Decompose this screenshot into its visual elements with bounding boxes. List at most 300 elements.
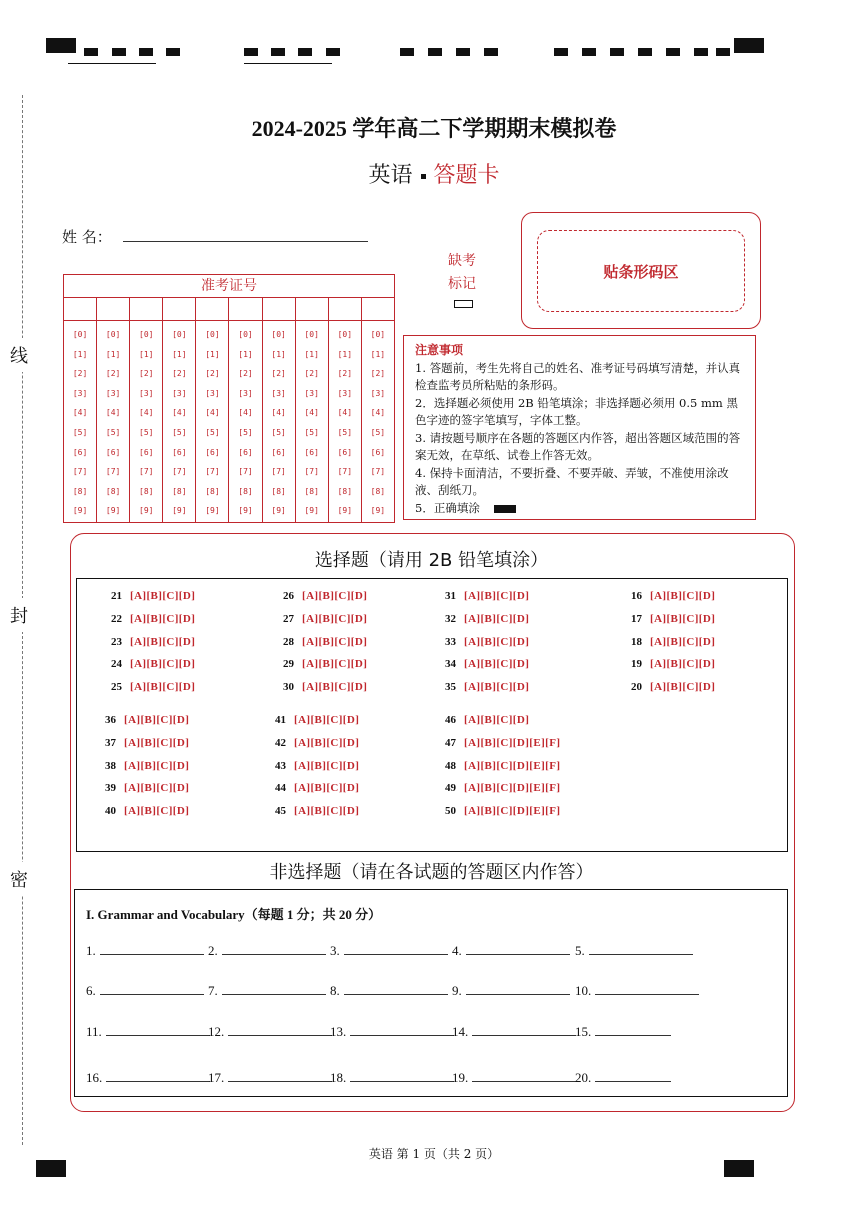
digit-bubble[interactable]: [9] bbox=[238, 506, 253, 516]
answer-options[interactable]: [A][B][C][D] bbox=[464, 612, 530, 625]
card-label: 答题卡 bbox=[433, 163, 500, 188]
timing-mark bbox=[428, 48, 442, 56]
digit-bubble[interactable]: [0] bbox=[370, 330, 386, 339]
digit-bubble[interactable]: [1] bbox=[205, 349, 220, 359]
timing-mark bbox=[734, 38, 764, 53]
digit-bubble[interactable]: [8] bbox=[72, 486, 88, 496]
answer-options[interactable]: [A][B][C][D][E][F] bbox=[464, 782, 561, 795]
candidate-digit-box[interactable] bbox=[296, 298, 329, 320]
blank-line[interactable] bbox=[228, 1069, 332, 1082]
question-number: 26 bbox=[283, 590, 294, 602]
blank-number: 11. bbox=[86, 1024, 102, 1039]
digit-bubble[interactable]: [6] bbox=[205, 447, 220, 457]
digit-bubble[interactable]: [8] bbox=[370, 486, 386, 496]
barcode-label: 贴条形码区 bbox=[537, 230, 745, 312]
blank-item bbox=[452, 1069, 576, 1086]
blank-line[interactable] bbox=[589, 942, 693, 955]
question-number: 28 bbox=[283, 635, 294, 648]
answer-options[interactable]: [A][B][C][D] bbox=[294, 782, 360, 795]
digit-bubble[interactable]: [5] bbox=[304, 427, 319, 437]
mc-question bbox=[96, 636, 195, 648]
digit-bubble[interactable]: [3] bbox=[105, 388, 121, 398]
mc-question bbox=[96, 681, 195, 693]
question-number: 25 bbox=[111, 681, 122, 694]
digit-bubble[interactable]: [4] bbox=[337, 408, 353, 418]
blank-item bbox=[86, 1069, 210, 1086]
blank-number: 18. bbox=[330, 1070, 347, 1085]
question-number: 24 bbox=[111, 658, 122, 671]
answer-options[interactable]: [A][B][C][D] bbox=[464, 590, 530, 602]
mc-question bbox=[90, 737, 189, 749]
blank-number: 13. bbox=[330, 1024, 347, 1039]
timing-mark bbox=[46, 38, 76, 53]
mc-question bbox=[268, 681, 367, 693]
mc-question bbox=[616, 590, 715, 602]
blank-line[interactable] bbox=[106, 1069, 210, 1082]
digit-bubble[interactable]: [6] bbox=[370, 447, 386, 457]
mc-question bbox=[268, 636, 367, 648]
digit-bubble[interactable]: [3] bbox=[72, 388, 88, 398]
blank-number: 17. bbox=[208, 1070, 225, 1085]
margin-label-mi: 密 bbox=[10, 862, 28, 896]
answer-options[interactable]: [A][B][C][D][E][F] bbox=[464, 759, 561, 772]
candidate-digit-box[interactable] bbox=[263, 298, 296, 320]
notice-box bbox=[403, 335, 756, 520]
question-number: 32 bbox=[445, 612, 456, 625]
candidate-digit-box[interactable] bbox=[163, 298, 196, 320]
blank-item bbox=[452, 1023, 576, 1040]
blank-line[interactable] bbox=[472, 1023, 576, 1036]
question-number: 43 bbox=[275, 759, 286, 772]
digit-bubble[interactable]: [6] bbox=[72, 447, 88, 457]
digit-bubble[interactable]: [9] bbox=[105, 506, 121, 516]
digit-bubble[interactable]: [5] bbox=[238, 427, 253, 437]
digit-bubble[interactable]: [7] bbox=[72, 467, 88, 477]
candidate-digit-box[interactable] bbox=[64, 298, 97, 320]
mc-question bbox=[90, 760, 189, 772]
question-number: 21 bbox=[111, 590, 122, 602]
digit-bubble[interactable]: [9] bbox=[139, 506, 154, 516]
digit-bubble[interactable]: [8] bbox=[238, 486, 253, 496]
digit-bubble[interactable]: [1] bbox=[172, 349, 187, 359]
timing-mark bbox=[36, 1160, 66, 1177]
question-number: 46 bbox=[445, 714, 456, 726]
blank-line[interactable] bbox=[595, 982, 699, 995]
timing-mark bbox=[139, 48, 153, 56]
free-section-title: 非选择题（请在各试题的答题区内作答） bbox=[269, 862, 594, 883]
mc-question bbox=[90, 805, 189, 817]
digit-bubble[interactable]: [7] bbox=[271, 467, 286, 477]
answer-options[interactable]: [A][B][C][D][E][F] bbox=[464, 736, 561, 749]
fill-sample bbox=[494, 505, 516, 513]
mc-section-title: 选择题（请用 2B 铅笔填涂） bbox=[314, 550, 549, 571]
digit-bubble[interactable]: [3] bbox=[271, 388, 286, 398]
digit-bubble[interactable]: [2] bbox=[72, 369, 88, 379]
question-number: 39 bbox=[105, 782, 116, 795]
answer-options[interactable]: [A][B][C][D] bbox=[650, 590, 716, 602]
mc-question bbox=[268, 658, 367, 670]
mc-question bbox=[430, 760, 560, 772]
digit-bubble[interactable]: [2] bbox=[139, 369, 154, 379]
question-number: 31 bbox=[445, 590, 456, 602]
digit-bubble[interactable]: [4] bbox=[72, 408, 88, 418]
blank-line[interactable] bbox=[222, 942, 326, 955]
candidate-digit-box[interactable] bbox=[97, 298, 130, 320]
digit-bubble[interactable]: [8] bbox=[271, 486, 286, 496]
mc-question bbox=[616, 613, 715, 625]
digit-bubble[interactable]: [3] bbox=[172, 388, 187, 398]
digit-bubble[interactable]: [8] bbox=[172, 486, 187, 496]
blank-line[interactable] bbox=[350, 1023, 454, 1036]
blank-number: 14. bbox=[452, 1024, 469, 1039]
answer-options[interactable]: [A][B][C][D] bbox=[130, 590, 196, 602]
digit-bubble[interactable]: [2] bbox=[304, 369, 319, 379]
question-number: 16 bbox=[631, 590, 642, 602]
name-field[interactable] bbox=[123, 227, 368, 242]
answer-options[interactable]: [A][B][C][D] bbox=[130, 612, 196, 625]
digit-bubble[interactable]: [0] bbox=[139, 330, 154, 339]
blank-line[interactable] bbox=[466, 942, 570, 955]
digit-bubble[interactable]: [9] bbox=[205, 506, 220, 516]
digit-bubble[interactable]: [3] bbox=[337, 388, 353, 398]
answer-options[interactable]: [A][B][C][D] bbox=[302, 681, 368, 694]
digit-bubble[interactable]: [9] bbox=[72, 506, 88, 516]
mc-question bbox=[430, 636, 529, 648]
digit-bubble[interactable]: [5] bbox=[205, 427, 220, 437]
question-number: 29 bbox=[283, 658, 294, 671]
timing-mark bbox=[582, 48, 596, 56]
answer-options[interactable]: [A][B][C][D] bbox=[294, 714, 360, 726]
digit-bubble[interactable]: [1] bbox=[337, 349, 353, 359]
digit-bubble[interactable]: [1] bbox=[105, 349, 121, 359]
blank-line[interactable] bbox=[100, 982, 204, 995]
blank-number: 10. bbox=[575, 983, 592, 998]
timing-mark bbox=[694, 48, 708, 56]
blank-line[interactable] bbox=[228, 1023, 332, 1036]
digit-bubble[interactable]: [9] bbox=[370, 506, 386, 516]
digit-bubble[interactable]: [5] bbox=[271, 427, 286, 437]
blank-number: 3. bbox=[330, 943, 340, 958]
digit-bubble[interactable]: [1] bbox=[139, 349, 154, 359]
mc-question bbox=[260, 760, 359, 772]
timing-mark bbox=[610, 48, 624, 56]
digit-bubble[interactable]: [8] bbox=[337, 486, 353, 496]
mc-question bbox=[260, 782, 359, 794]
timing-mark bbox=[166, 48, 180, 56]
digit-bubble[interactable]: [7] bbox=[337, 467, 353, 477]
answer-options[interactable]: [A][B][C][D][E][F] bbox=[464, 805, 561, 818]
digit-bubble[interactable]: [6] bbox=[337, 447, 353, 457]
digit-bubble[interactable]: [1] bbox=[72, 349, 88, 359]
mc-question bbox=[430, 681, 529, 693]
timing-mark bbox=[638, 48, 652, 56]
answer-options[interactable]: [A][B][C][D] bbox=[650, 612, 716, 625]
digit-bubble[interactable]: [5] bbox=[72, 427, 88, 437]
blank-number: 2. bbox=[208, 943, 218, 958]
digit-bubble[interactable]: [6] bbox=[271, 447, 286, 457]
digit-bubble[interactable]: [5] bbox=[337, 427, 353, 437]
digit-bubble[interactable]: [4] bbox=[271, 408, 286, 418]
digit-bubble[interactable]: [7] bbox=[370, 467, 386, 477]
answer-options[interactable]: [A][B][C][D] bbox=[302, 612, 368, 625]
question-number: 41 bbox=[275, 714, 286, 726]
blank-line[interactable] bbox=[595, 1023, 671, 1036]
candidate-number-title: 准考证号 bbox=[64, 275, 394, 298]
digit-bubble[interactable]: [9] bbox=[304, 506, 319, 516]
mc-question bbox=[430, 737, 560, 749]
question-number: 30 bbox=[283, 681, 294, 694]
margin-label-feng: 封 bbox=[10, 598, 28, 632]
blank-line[interactable] bbox=[344, 982, 448, 995]
digit-bubble[interactable]: [2] bbox=[205, 369, 220, 379]
mc-question bbox=[616, 658, 715, 670]
question-number: 44 bbox=[275, 782, 286, 795]
blank-item bbox=[330, 1069, 454, 1086]
candidate-digit-box[interactable] bbox=[362, 298, 394, 320]
digit-bubble[interactable]: [0] bbox=[337, 330, 353, 339]
digit-bubble[interactable]: [6] bbox=[105, 447, 121, 457]
digit-bubble[interactable]: [7] bbox=[172, 467, 187, 477]
digit-bubble[interactable]: [2] bbox=[172, 369, 187, 379]
candidate-digit-column bbox=[329, 321, 362, 522]
question-number: 36 bbox=[105, 714, 116, 726]
blank-line[interactable] bbox=[595, 1069, 671, 1082]
candidate-digit-box[interactable] bbox=[229, 298, 262, 320]
blank-number: 7. bbox=[208, 983, 218, 998]
timing-underline bbox=[244, 63, 332, 64]
digit-bubble[interactable]: [0] bbox=[238, 330, 253, 339]
answer-options[interactable]: [A][B][C][D] bbox=[464, 714, 530, 726]
blank-item bbox=[452, 942, 570, 959]
digit-bubble[interactable]: [1] bbox=[370, 349, 386, 359]
digit-bubble[interactable]: [0] bbox=[271, 330, 286, 339]
digit-bubble[interactable]: [4] bbox=[205, 408, 220, 418]
absent-line2: 标记 bbox=[448, 276, 476, 292]
candidate-digit-box[interactable] bbox=[329, 298, 362, 320]
blank-item bbox=[208, 1069, 332, 1086]
answer-options[interactable]: [A][B][C][D] bbox=[464, 635, 530, 648]
question-number: 34 bbox=[445, 658, 456, 671]
digit-bubble[interactable]: [3] bbox=[370, 388, 386, 398]
question-number: 49 bbox=[445, 782, 456, 795]
blank-number: 5. bbox=[575, 943, 585, 958]
question-number: 35 bbox=[445, 681, 456, 694]
answer-options[interactable]: [A][B][C][D] bbox=[124, 782, 190, 795]
blank-item bbox=[208, 942, 326, 959]
digit-bubble[interactable]: [3] bbox=[205, 388, 220, 398]
blank-item bbox=[208, 1023, 332, 1040]
digit-bubble[interactable]: [7] bbox=[205, 467, 220, 477]
digit-bubble[interactable]: [7] bbox=[105, 467, 121, 477]
digit-bubble[interactable]: [9] bbox=[271, 506, 286, 516]
answer-options[interactable]: [A][B][C][D] bbox=[302, 590, 368, 602]
digit-bubble[interactable]: [8] bbox=[139, 486, 154, 496]
answer-options[interactable]: [A][B][C][D] bbox=[294, 736, 360, 749]
answer-options[interactable]: [A][B][C][D] bbox=[124, 714, 190, 726]
answer-options[interactable]: [A][B][C][D] bbox=[130, 635, 196, 648]
blank-line[interactable] bbox=[466, 982, 570, 995]
digit-bubble[interactable]: [0] bbox=[205, 330, 220, 339]
answer-options[interactable]: [A][B][C][D] bbox=[464, 658, 530, 671]
answer-options[interactable]: [A][B][C][D] bbox=[130, 658, 196, 671]
mc-question bbox=[430, 714, 529, 726]
digit-bubble[interactable]: [4] bbox=[238, 408, 253, 418]
blank-number: 4. bbox=[452, 943, 462, 958]
blank-number: 12. bbox=[208, 1024, 225, 1039]
question-number: 20 bbox=[631, 681, 642, 694]
blank-line[interactable] bbox=[222, 982, 326, 995]
answer-options[interactable]: [A][B][C][D] bbox=[650, 635, 716, 648]
digit-bubble[interactable]: [0] bbox=[72, 330, 88, 339]
candidate-digit-column bbox=[130, 321, 163, 522]
digit-bubble[interactable]: [4] bbox=[370, 408, 386, 418]
digit-bubble[interactable]: [3] bbox=[304, 388, 319, 398]
digit-bubble[interactable]: [8] bbox=[105, 486, 121, 496]
digit-bubble[interactable]: [3] bbox=[238, 388, 253, 398]
blank-item bbox=[575, 1023, 671, 1040]
digit-bubble[interactable]: [6] bbox=[238, 447, 253, 457]
timing-mark bbox=[666, 48, 680, 56]
mc-question bbox=[96, 658, 195, 670]
candidate-digit-column bbox=[229, 321, 262, 522]
notice-item: 4. 保持卡面清洁，不要折叠、不要弄破、弄皱，不准使用涂改液、刮纸刀。 bbox=[415, 465, 729, 497]
absent-mark-box[interactable] bbox=[454, 300, 473, 308]
mc-question bbox=[430, 613, 529, 625]
candidate-digit-column bbox=[64, 321, 97, 522]
notice-item: 3. 请按题号顺序在各题的答题区内作答，超出答题区域范围的答案无效，在草纸、试卷上作答无效。 bbox=[415, 430, 741, 462]
digit-bubble[interactable]: [1] bbox=[238, 349, 253, 359]
mc-question bbox=[430, 590, 529, 602]
mc-question bbox=[96, 590, 195, 602]
digit-bubble[interactable]: [7] bbox=[304, 467, 319, 477]
digit-bubble[interactable]: [4] bbox=[139, 408, 154, 418]
candidate-digit-box[interactable] bbox=[196, 298, 229, 320]
mc-question bbox=[616, 636, 715, 648]
notice-item-text: 5．正确填涂 bbox=[415, 500, 480, 515]
digit-bubble[interactable]: [6] bbox=[172, 447, 187, 457]
answer-options[interactable]: [A][B][C][D] bbox=[130, 681, 196, 694]
notice-item: 1. 答题前，考生先将自己的姓名、准考证号码填写清楚，并认真检查监考员所粘贴的条形码。 bbox=[415, 360, 741, 392]
answer-options[interactable]: [A][B][C][D] bbox=[124, 805, 190, 818]
digit-bubble[interactable]: [2] bbox=[370, 369, 386, 379]
blank-number: 20. bbox=[575, 1070, 592, 1085]
timing-mark bbox=[554, 48, 568, 56]
digit-bubble[interactable]: [6] bbox=[139, 447, 154, 457]
mc-question bbox=[430, 805, 560, 817]
page-footer: 英语 第 1 页（共 2 页） bbox=[368, 1147, 500, 1161]
mc-question bbox=[430, 782, 560, 794]
digit-bubble[interactable]: [0] bbox=[105, 330, 121, 339]
answer-options[interactable]: [A][B][C][D] bbox=[294, 805, 360, 818]
digit-bubble[interactable]: [4] bbox=[105, 408, 121, 418]
digit-bubble[interactable]: [3] bbox=[139, 388, 154, 398]
digit-bubble[interactable]: [0] bbox=[304, 330, 319, 339]
mc-question bbox=[260, 737, 359, 749]
blank-item bbox=[575, 1069, 671, 1086]
question-number: 38 bbox=[105, 759, 116, 772]
digit-bubble[interactable]: [5] bbox=[370, 427, 386, 437]
answer-options[interactable]: [A][B][C][D] bbox=[124, 736, 190, 749]
mc-question bbox=[90, 782, 189, 794]
blank-item bbox=[575, 982, 699, 999]
blank-line[interactable] bbox=[350, 1069, 454, 1082]
digit-bubble[interactable]: [5] bbox=[105, 427, 121, 437]
digit-bubble[interactable]: [4] bbox=[304, 408, 319, 418]
answer-options[interactable]: [A][B][C][D] bbox=[124, 759, 190, 772]
digit-bubble[interactable]: [0] bbox=[172, 330, 187, 339]
timing-mark bbox=[112, 48, 126, 56]
candidate-digit-column bbox=[362, 321, 394, 522]
digit-bubble[interactable]: [4] bbox=[172, 408, 187, 418]
blank-line[interactable] bbox=[106, 1023, 210, 1036]
name-label: 姓 名： bbox=[62, 228, 112, 246]
mc-question bbox=[260, 805, 359, 817]
digit-bubble[interactable]: [2] bbox=[337, 369, 353, 379]
digit-bubble[interactable]: [9] bbox=[172, 506, 187, 516]
candidate-digit-column bbox=[163, 321, 196, 522]
digit-bubble[interactable]: [7] bbox=[139, 467, 154, 477]
blank-number: 19. bbox=[452, 1070, 469, 1085]
timing-mark bbox=[400, 48, 414, 56]
answer-options[interactable]: [A][B][C][D] bbox=[302, 635, 368, 648]
digit-bubble[interactable]: [5] bbox=[172, 427, 187, 437]
question-number: 23 bbox=[111, 635, 122, 648]
answer-options[interactable]: [A][B][C][D] bbox=[294, 759, 360, 772]
digit-bubble[interactable]: [5] bbox=[139, 427, 154, 437]
blank-line[interactable] bbox=[472, 1069, 576, 1082]
digit-bubble[interactable]: [1] bbox=[304, 349, 319, 359]
blank-item bbox=[330, 982, 448, 999]
digit-bubble[interactable]: [6] bbox=[304, 447, 319, 457]
candidate-number-bubbles bbox=[64, 321, 394, 522]
blank-line[interactable] bbox=[100, 942, 204, 955]
notice-title: 注意事项 bbox=[415, 343, 464, 357]
blank-number: 6. bbox=[86, 983, 96, 998]
mc-question bbox=[430, 658, 529, 670]
digit-bubble[interactable]: [7] bbox=[238, 467, 253, 477]
timing-mark bbox=[456, 48, 470, 56]
question-number: 22 bbox=[111, 612, 122, 625]
candidate-digit-column bbox=[196, 321, 229, 522]
blank-line[interactable] bbox=[344, 942, 448, 955]
blank-number: 1. bbox=[86, 943, 96, 958]
candidate-digit-box[interactable] bbox=[130, 298, 163, 320]
digit-bubble[interactable]: [2] bbox=[238, 369, 253, 379]
answer-options[interactable]: [A][B][C][D] bbox=[650, 658, 716, 671]
question-number: 47 bbox=[445, 736, 456, 749]
timing-mark bbox=[484, 48, 498, 56]
margin-label-xian: 线 bbox=[10, 338, 28, 372]
answer-options[interactable]: [A][B][C][D] bbox=[650, 681, 716, 694]
digit-bubble[interactable]: [8] bbox=[304, 486, 319, 496]
digit-bubble[interactable]: [1] bbox=[271, 349, 286, 359]
digit-bubble[interactable]: [9] bbox=[337, 506, 353, 516]
blank-item bbox=[208, 982, 326, 999]
digit-bubble[interactable]: [8] bbox=[205, 486, 220, 496]
absent-mark-label bbox=[440, 250, 484, 296]
blank-item bbox=[86, 942, 204, 959]
notice-item: 2．选择题必须使用 2B 铅笔填涂；非选择题必须用 0.5 mm 黑色字迹的签字笔填写，字体工整。 bbox=[415, 395, 738, 427]
timing-mark bbox=[326, 48, 340, 56]
answer-options[interactable]: [A][B][C][D] bbox=[302, 658, 368, 671]
answer-options[interactable]: [A][B][C][D] bbox=[464, 681, 530, 694]
digit-bubble[interactable]: [2] bbox=[105, 369, 121, 379]
timing-mark bbox=[244, 48, 258, 56]
candidate-digit-column bbox=[97, 321, 130, 522]
separator-dot bbox=[421, 174, 426, 179]
digit-bubble[interactable]: [2] bbox=[271, 369, 286, 379]
grammar-heading: I. Grammar and Vocabulary（每题 1 分；共 20 分） bbox=[86, 907, 382, 922]
